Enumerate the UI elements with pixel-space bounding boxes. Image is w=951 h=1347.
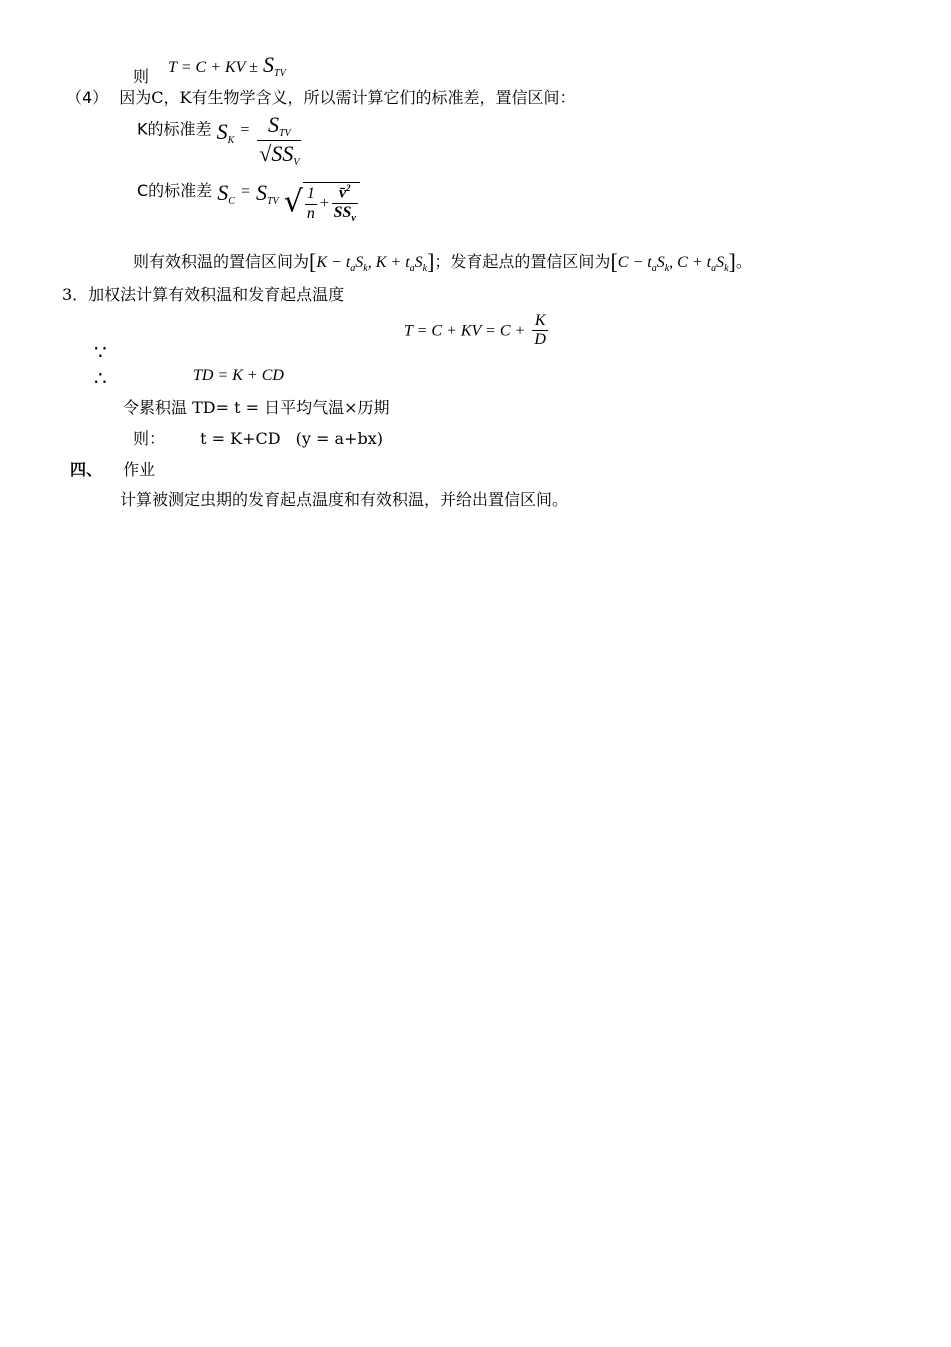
equals-sign-c: = bbox=[240, 183, 251, 200]
one-numerator: 1 bbox=[305, 185, 317, 204]
interval-text-2: ；发育起点的置信区间为 bbox=[434, 252, 611, 271]
d-denominator: D bbox=[534, 331, 546, 349]
ssv-denominator: $SS_v$ bbox=[333, 204, 356, 225]
homework-text: 计算被测定虫期的发育起点温度和有效积温，并给出置信区间。 bbox=[120, 490, 569, 509]
c-std-line bbox=[137, 180, 360, 225]
step-4-line bbox=[66, 88, 575, 107]
vbar-squared: v̄$^2$ bbox=[332, 183, 358, 204]
k-interval: [$K - t_aS_k$, $K + t_aS_k$] bbox=[309, 249, 435, 274]
k-std-fraction bbox=[257, 112, 301, 168]
k-over-d bbox=[532, 312, 548, 350]
interval-line bbox=[133, 249, 752, 275]
formula-s-tv: $S_{TV}$ bbox=[263, 52, 286, 79]
td-formula bbox=[193, 365, 284, 385]
section-3-title: 3．加权法计算有效积温和发育起点温度 bbox=[62, 285, 345, 304]
then-label: 则： bbox=[133, 429, 166, 448]
section-4-number: 四、 bbox=[70, 460, 103, 479]
formula-line-t bbox=[133, 52, 286, 86]
s-c-symbol: $S_C$ bbox=[217, 180, 235, 207]
section-4-heading bbox=[70, 460, 155, 479]
td-formula-text: TD = K + CD bbox=[193, 367, 284, 384]
then-linear-form: (y = a+bx) bbox=[295, 429, 383, 448]
then-equation-line bbox=[133, 429, 383, 448]
weighted-formula-lhs: T = C + KV = C + bbox=[404, 322, 526, 340]
one-over-n bbox=[305, 185, 317, 223]
c-interval: [$C - t_aS_k$, $C + t_aS_k$] bbox=[610, 249, 736, 274]
then-equation: t = K+CD bbox=[200, 429, 281, 448]
therefore-symbol: ∴ bbox=[94, 366, 107, 390]
sqrt-expression: √ $\frac{1}{n}$ + $\frac{v̄^2}{SS_v}$ bbox=[284, 182, 360, 224]
step-4-text: 因为C，K有生物学含义，所以需计算它们的标准差，置信区间： bbox=[119, 88, 576, 107]
equals-sign: = bbox=[239, 121, 251, 139]
k-numerator: K bbox=[532, 312, 548, 331]
k-std-line bbox=[137, 112, 303, 168]
cumulative-temp-line: 令累积温 TD= t = 日平均气温×历期 bbox=[123, 398, 390, 417]
then-word: 则 bbox=[133, 67, 150, 86]
step-4-label: （4） bbox=[66, 88, 109, 107]
interval-text-3: 。 bbox=[735, 252, 752, 271]
because-symbol: ∵ bbox=[94, 340, 107, 364]
n-denominator: n bbox=[306, 204, 315, 222]
s-tv-factor: $S_{TV}$ bbox=[255, 180, 279, 207]
k-std-denominator: $√SS_V$ bbox=[259, 140, 300, 168]
interval-text-1: 则有效积温的置信区间为 bbox=[133, 252, 310, 271]
vbar-over-ssv bbox=[332, 183, 358, 224]
k-std-numerator: $S_{TV}$ bbox=[257, 112, 301, 141]
plus-sign: + bbox=[318, 195, 330, 213]
c-std-label: C的标准差 bbox=[137, 181, 213, 200]
weighted-formula bbox=[404, 312, 550, 350]
s-k-symbol: $S_K$ bbox=[216, 118, 235, 146]
k-std-label: K的标准差 bbox=[137, 119, 212, 139]
section-4-label: 作业 bbox=[123, 460, 156, 479]
formula-t-expression: T = C + KV ± bbox=[168, 59, 258, 76]
